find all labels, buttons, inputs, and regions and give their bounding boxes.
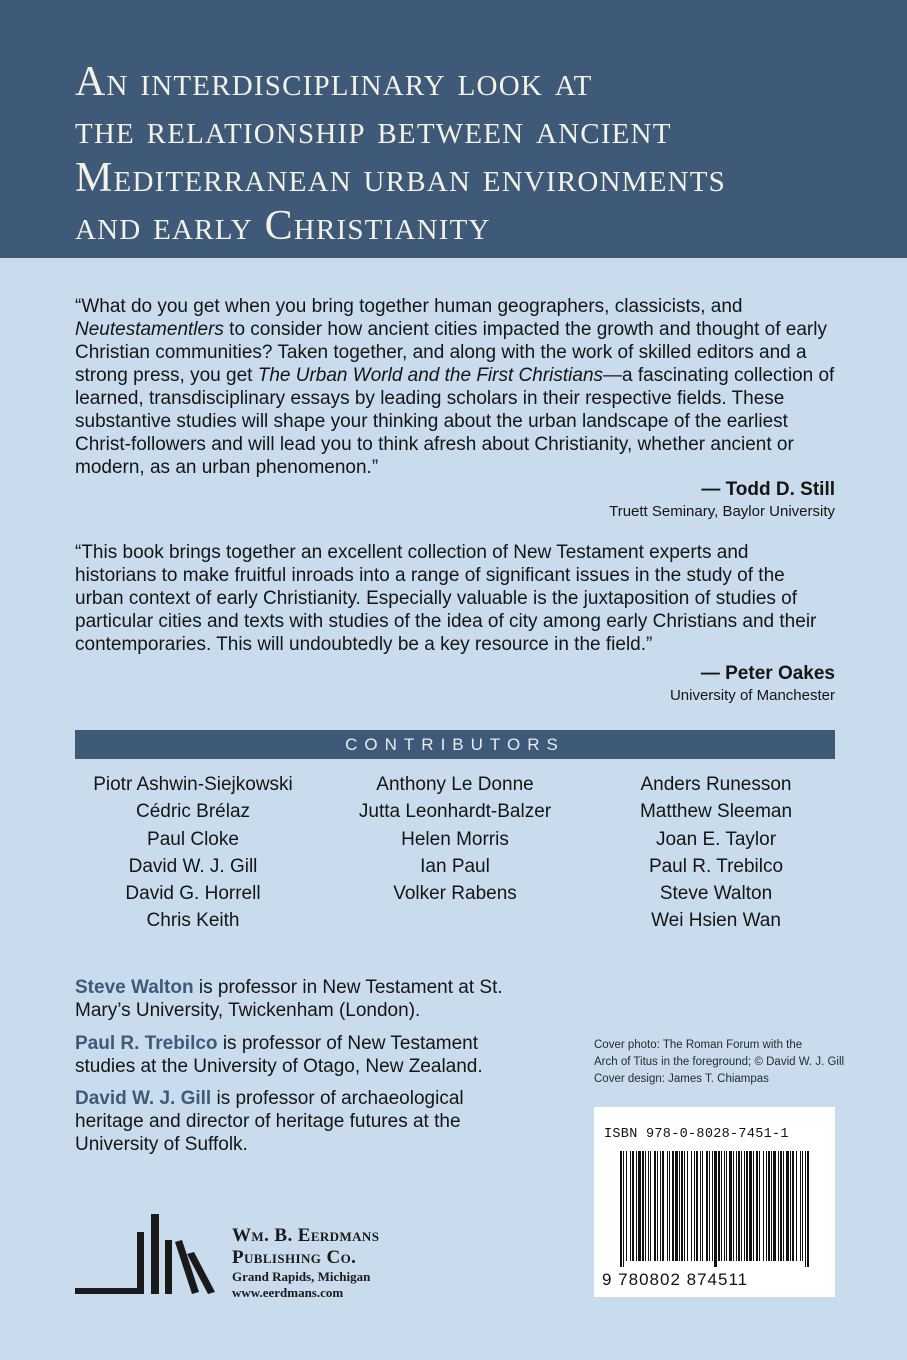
editor-name: Steve Walton: [75, 977, 194, 998]
headline-line: and early Christianity: [75, 203, 491, 249]
contributor-name: Wei Hsien Wan: [651, 910, 781, 932]
publisher-name: Wm. B. Eerdmans: [232, 1225, 380, 1246]
isbn-digits: 9 780802 874511: [602, 1270, 749, 1289]
design-credit: Cover design: James T. Chiampas: [594, 1073, 769, 1085]
endorsement-quote: [75, 295, 835, 479]
editor-name: Paul R. Trebilco: [75, 1033, 218, 1054]
title-banner: [0, 0, 907, 258]
contributors-heading: CONTRIBUTORS: [75, 730, 835, 759]
publisher-name: Publishing Co.: [232, 1247, 357, 1268]
contributor-name: David G. Horrell: [125, 883, 261, 905]
contributor-name: Chris Keith: [146, 910, 240, 932]
contributors-column: [63, 771, 323, 935]
photo-credit: Arch of Titus in the foreground; © David W. J. Gill: [594, 1056, 845, 1068]
contributor-name: Anthony Le Donne: [376, 774, 534, 795]
barcode-icon: [620, 1151, 810, 1267]
contributor-name: Piotr Ashwin-Siejkowski: [93, 774, 293, 795]
contributor-name: Paul R. Trebilco: [648, 855, 784, 877]
contributor-name: Ian Paul: [420, 855, 490, 877]
publisher-url: www.eerdmans.com: [232, 1285, 344, 1300]
editor-bio-text: is professor of archaeological heritage and director of heritage futures at the University of Suffolk.: [75, 1088, 464, 1155]
eerdmans-logo-icon: [75, 1212, 225, 1300]
contributor-name: Jutta Leonhardt-Balzer: [358, 801, 552, 823]
editor-bio-text: is professor in New Testament at St. Mary’s University, Twickenham (London).: [75, 977, 503, 1021]
contributor-name: David W. J. Gill: [128, 855, 258, 877]
contributor-name: Anders Runesson: [640, 774, 792, 795]
contributor-name: Cédric Brélaz: [135, 801, 251, 823]
contributor-name: Helen Morris: [401, 828, 509, 850]
contributor-name: Joan E. Taylor: [655, 828, 777, 850]
quote-italic: Neutestamentlers: [75, 319, 224, 340]
contributor-name: Paul Cloke: [147, 828, 239, 850]
endorser-name: — Todd D. Still: [701, 479, 835, 500]
isbn-label: ISBN 978-0-8028-7451-1: [604, 1127, 789, 1142]
photo-credit: Cover photo: The Roman Forum with the: [594, 1039, 803, 1051]
endorser-name: — Peter Oakes: [700, 663, 835, 684]
editor-bio: [75, 1032, 525, 1078]
headline-line: An interdisciplinary look at: [75, 59, 593, 105]
contributors-column: [586, 771, 846, 935]
contributor-name: Matthew Sleeman: [639, 801, 793, 823]
headline: [75, 58, 875, 250]
cover-credits: [594, 1037, 854, 1088]
editor-bio-text: is professor of New Testament studies at the University of Otago, New Zealand.: [75, 1033, 483, 1077]
contributors-column: [325, 771, 585, 907]
quote-text: “What do you get when you bring together human geographers, classicists, and: [75, 296, 743, 317]
headline-line: Mediterranean urban environments: [75, 155, 726, 201]
endorser-affiliation: University of Manchester: [669, 687, 835, 704]
publisher-block: [232, 1225, 379, 1301]
endorser-affiliation: Truett Seminary, Baylor University: [609, 503, 835, 520]
editor-name: David W. J. Gill: [75, 1088, 212, 1109]
publisher-city: Grand Rapids, Michigan: [232, 1269, 371, 1284]
quote-text: —a fascinating collection of learned, transdisciplinary essays by leading scholars in their respective fields. These substantive studies will shape your thinking about the urban landscape of the earliest Christ-followers and will lead you to think afresh about Christianity, whether ancient or modern, as an urban phenomenon.”: [75, 365, 835, 478]
endorsement-quote: “This book brings together an excellent collection of New Testament experts and historians to make fruitful inroads into a range of significant issues in the study of the urban context of early Christianity. Especially valuable is the juxtaposition of studies of particular cities and texts with studies of the idea of city among early Christians and their contemporaries. This will undoubtedly be a key resource in the field.”: [75, 542, 817, 655]
editor-bio: [75, 976, 525, 1022]
contributor-name: Steve Walton: [659, 883, 773, 905]
editor-bio: [75, 1087, 525, 1156]
quote-text: to consider how ancient cities impacted the growth and thought of early Christian communities? Taken together, and along with the work of skilled editors and a strong press, you get: [75, 319, 827, 386]
contributor-name: Volker Rabens: [393, 883, 517, 905]
headline-line: the relationship between ancient: [75, 107, 672, 153]
barcode-panel: [594, 1107, 835, 1297]
book-title: The Urban World and the First Christians: [257, 365, 604, 386]
